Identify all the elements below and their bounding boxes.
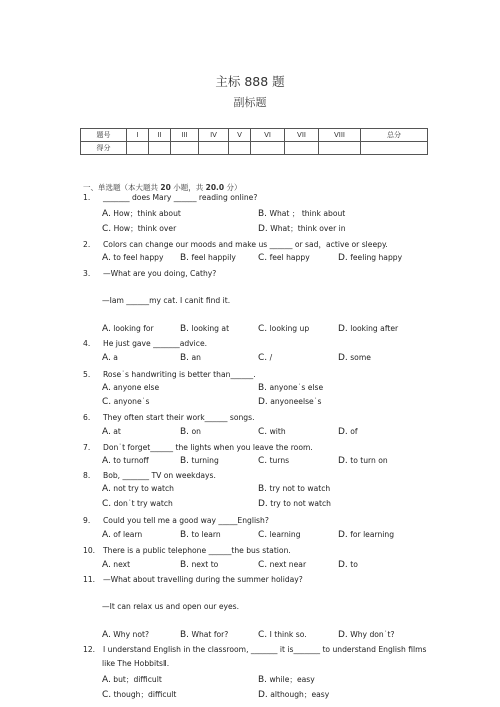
option-letter: D. <box>338 630 348 640</box>
answer-option[interactable] <box>180 353 201 363</box>
score-header-cell: VII <box>285 129 319 142</box>
option-text: Why don˙t? <box>347 630 395 639</box>
answer-option[interactable] <box>102 530 142 540</box>
answer-option[interactable] <box>180 324 229 334</box>
answer-option[interactable] <box>338 456 388 466</box>
option-letter: B. <box>180 630 190 640</box>
question-stem <box>83 516 269 525</box>
section-count: 20 <box>160 183 171 192</box>
answer-option[interactable] <box>258 223 346 234</box>
score-table-header-row <box>81 129 428 142</box>
answer-option[interactable] <box>258 427 286 437</box>
option-text: though；difficult <box>111 690 177 699</box>
option-letter: A. <box>102 530 111 540</box>
question-text: —What about travelling during the summer holiday? <box>103 575 303 584</box>
answer-option[interactable] <box>102 427 121 437</box>
answer-option[interactable] <box>258 208 345 219</box>
option-letter: C. <box>102 224 112 234</box>
question-number: 10. <box>83 546 96 555</box>
answer-option[interactable] <box>180 456 219 466</box>
question-number: 3. <box>83 269 91 278</box>
option-text: on <box>189 427 201 436</box>
question-dialogue-line: —It can relax us and open our eyes. <box>102 602 240 611</box>
section-suffix: 分） <box>224 183 242 192</box>
question-stem <box>83 269 216 278</box>
option-letter: D. <box>258 499 268 509</box>
question-stem <box>83 193 257 202</box>
option-text: next near <box>267 560 307 569</box>
question-number: 6. <box>83 413 91 422</box>
question-text-continued: like The HobbitsⅡ. <box>102 659 170 668</box>
option-text: learning <box>267 530 301 539</box>
answer-option[interactable] <box>102 630 149 640</box>
score-header-cell: 总分 <box>361 129 428 142</box>
question-text: Don˙t forget______ the lights when you leave the room. <box>103 443 313 452</box>
answer-option[interactable] <box>258 530 301 540</box>
option-letter: D. <box>338 456 348 466</box>
option-letter: C. <box>258 353 268 363</box>
score-header-cell: 题号 <box>81 129 127 142</box>
answer-option[interactable] <box>180 427 201 437</box>
option-letter: D. <box>258 397 268 407</box>
section-prefix: 一、单选题（本大题共 <box>83 183 161 192</box>
question-text: Colors can change our moods and make us ______ or sad，active or sleepy. <box>103 240 388 249</box>
answer-option[interactable] <box>258 383 323 393</box>
question-stem <box>83 339 207 348</box>
option-text: What for? <box>189 630 229 639</box>
option-letter: C. <box>102 397 112 407</box>
option-text: feeling happy <box>347 253 403 262</box>
option-text: What ； think about <box>267 209 346 218</box>
question-number: 4. <box>83 339 91 348</box>
answer-option[interactable] <box>258 484 330 494</box>
option-letter: C. <box>258 456 268 466</box>
answer-option[interactable] <box>338 353 371 363</box>
option-letter: B. <box>180 456 190 466</box>
question-number: 8. <box>83 471 91 480</box>
option-letter: B. <box>258 484 268 494</box>
section-heading <box>83 182 242 193</box>
answer-option[interactable] <box>258 499 331 509</box>
answer-option[interactable] <box>102 499 173 509</box>
option-text: looking up <box>267 324 310 333</box>
option-text: a <box>110 353 118 362</box>
option-letter: A. <box>102 675 111 685</box>
option-letter: C. <box>258 324 268 334</box>
option-letter: D. <box>338 253 348 263</box>
answer-option[interactable] <box>102 560 130 570</box>
score-cell <box>251 142 285 155</box>
option-text: to feel happy <box>110 253 164 262</box>
option-text: to turnoff <box>110 456 149 465</box>
option-text: looking at <box>189 324 230 333</box>
option-letter: A. <box>102 630 111 640</box>
score-row-label: 得分 <box>81 142 127 155</box>
option-letter: C. <box>258 630 268 640</box>
score-header-cell: VIII <box>319 129 361 142</box>
option-letter: C. <box>258 530 268 540</box>
question-dialogue-line: —Iam ______my cat. I canit find it. <box>102 296 231 305</box>
option-text: How；think over <box>111 224 177 233</box>
option-text: I think so. <box>267 630 307 639</box>
score-cell <box>199 142 229 155</box>
question-number: 11. <box>83 575 96 584</box>
answer-option[interactable] <box>338 324 398 334</box>
question-stem <box>83 546 291 555</box>
score-header-cell: I <box>127 129 149 142</box>
option-text: Why not? <box>110 630 149 639</box>
option-text: an <box>189 353 201 362</box>
option-text: at <box>110 427 121 436</box>
question-number: 1. <box>83 193 91 202</box>
option-text: feel happily <box>189 253 236 262</box>
answer-option[interactable] <box>180 253 236 263</box>
answer-option[interactable] <box>338 560 358 570</box>
page-title: 主标 888 题 <box>215 74 285 89</box>
score-table <box>80 128 428 155</box>
question-number: 5. <box>83 370 91 379</box>
option-letter: C. <box>102 690 112 700</box>
score-header-cell: IV <box>199 129 229 142</box>
option-text: next <box>110 560 131 569</box>
score-cell <box>171 142 199 155</box>
answer-option[interactable] <box>180 630 228 640</box>
question-stem <box>83 443 313 452</box>
score-header-cell: V <box>229 129 251 142</box>
option-letter: D. <box>338 560 348 570</box>
score-header-cell: II <box>149 129 171 142</box>
score-cell <box>285 142 319 155</box>
answer-option[interactable] <box>258 560 306 570</box>
option-text: looking after <box>347 324 399 333</box>
option-letter: A. <box>102 353 111 363</box>
option-text: not try to watch <box>110 484 174 493</box>
answer-option[interactable] <box>180 560 218 570</box>
option-text: although；easy <box>267 690 330 699</box>
option-letter: D. <box>338 427 348 437</box>
question-number: 9. <box>83 516 91 525</box>
option-letter: A. <box>102 383 111 393</box>
question-text: He just gave _______advice. <box>103 339 208 348</box>
option-letter: B. <box>258 675 268 685</box>
answer-option[interactable] <box>102 383 159 393</box>
score-header-cell: III <box>171 129 199 142</box>
option-letter: D. <box>338 530 348 540</box>
answer-option[interactable] <box>258 689 329 700</box>
section-points: 20.0 <box>205 183 225 192</box>
score-cell <box>127 142 149 155</box>
option-letter: B. <box>180 427 190 437</box>
question-text: Bob, _______ TV on weekdays. <box>103 471 216 480</box>
option-text: don˙t try watch <box>111 499 173 508</box>
option-letter: C. <box>258 427 268 437</box>
answer-option[interactable] <box>258 353 272 363</box>
answer-option[interactable] <box>338 530 394 540</box>
option-text: / <box>267 353 273 362</box>
answer-option[interactable] <box>102 223 176 234</box>
option-text: feel happy <box>267 253 310 262</box>
option-letter: A. <box>102 560 111 570</box>
option-text: of learn <box>110 530 143 539</box>
option-text: next to <box>189 560 219 569</box>
option-letter: B. <box>180 324 190 334</box>
question-text: I understand English in the classroom, _______ it is_______ to understand English films <box>103 645 427 654</box>
option-letter: D. <box>338 324 348 334</box>
option-letter: D. <box>258 224 268 234</box>
option-text: while；easy <box>267 675 315 684</box>
question-text: —What are you doing, Cathy? <box>103 269 217 278</box>
option-text: How；think about <box>110 209 181 218</box>
option-letter: C. <box>258 253 268 263</box>
score-cell <box>319 142 361 155</box>
question-text: They often start their work______ songs. <box>103 413 255 422</box>
answer-option[interactable] <box>180 530 221 540</box>
answer-option[interactable] <box>338 253 402 263</box>
option-text: anyoneelse˙s <box>267 397 322 406</box>
option-letter: B. <box>180 560 190 570</box>
score-cell <box>229 142 251 155</box>
option-text: to learn <box>189 530 221 539</box>
answer-option[interactable] <box>338 427 358 437</box>
section-mid: 小题，共 <box>170 183 206 192</box>
answer-option[interactable] <box>338 630 395 640</box>
option-text: What；think over in <box>267 224 346 233</box>
answer-option[interactable] <box>102 397 149 407</box>
option-text: for learning <box>347 530 395 539</box>
option-text: turning <box>189 456 219 465</box>
option-text: anyone˙s <box>111 397 150 406</box>
question-text: Rose˙s handwriting is better than______. <box>103 370 256 379</box>
option-letter: B. <box>180 530 190 540</box>
option-letter: B. <box>180 253 190 263</box>
option-text: but；difficult <box>110 675 162 684</box>
option-letter: A. <box>102 253 111 263</box>
option-letter: B. <box>180 353 190 363</box>
option-letter: B. <box>258 209 268 219</box>
question-number: 12. <box>83 645 96 654</box>
option-letter: C. <box>102 499 112 509</box>
answer-option[interactable] <box>258 253 310 263</box>
answer-option[interactable] <box>258 674 315 685</box>
score-cell <box>149 142 171 155</box>
option-letter: C. <box>258 560 268 570</box>
answer-option[interactable] <box>102 484 174 494</box>
question-text: _______ does Mary ______ reading online? <box>103 193 258 202</box>
question-stem <box>83 239 388 250</box>
option-letter: A. <box>102 209 111 219</box>
option-letter: D. <box>258 690 268 700</box>
question-stem <box>83 471 216 480</box>
question-number: 7. <box>83 443 91 452</box>
page-subtitle: 副标题 <box>233 96 267 109</box>
option-text: with <box>267 427 286 436</box>
question-number: 2. <box>83 240 91 249</box>
score-table-score-row <box>81 142 428 155</box>
answer-option[interactable] <box>102 456 149 466</box>
option-letter: A. <box>102 427 111 437</box>
option-text: anyone else <box>110 383 160 392</box>
score-header-cell: VI <box>251 129 285 142</box>
answer-option[interactable] <box>102 208 181 219</box>
answer-option[interactable] <box>258 456 289 466</box>
option-text: to turn on <box>347 456 388 465</box>
question-stem <box>83 645 426 654</box>
option-text: try to not watch <box>267 499 331 508</box>
option-letter: A. <box>102 324 111 334</box>
option-text: looking for <box>110 324 154 333</box>
question-text: Could you tell me a good way _____English? <box>103 516 269 525</box>
option-text: some <box>347 353 371 362</box>
answer-option[interactable] <box>102 674 162 685</box>
option-letter: D. <box>338 353 348 363</box>
option-letter: A. <box>102 484 111 494</box>
question-stem <box>83 575 303 584</box>
option-text: turns <box>267 456 290 465</box>
option-letter: A. <box>102 456 111 466</box>
answer-option[interactable] <box>102 324 154 334</box>
answer-option[interactable] <box>258 630 307 640</box>
option-text: to <box>347 560 358 569</box>
answer-option[interactable] <box>258 397 321 407</box>
answer-option[interactable] <box>102 253 163 263</box>
question-stem <box>83 413 254 422</box>
option-text: anyone˙s else <box>267 383 324 392</box>
answer-option[interactable] <box>258 324 309 334</box>
option-text: of <box>347 427 358 436</box>
question-text: There is a public telephone ______the bus station. <box>103 546 291 555</box>
score-cell <box>361 142 428 155</box>
answer-option[interactable] <box>102 353 118 363</box>
option-letter: B. <box>258 383 268 393</box>
option-text: try not to watch <box>267 484 331 493</box>
question-stem <box>83 370 256 379</box>
answer-option[interactable] <box>102 689 176 700</box>
